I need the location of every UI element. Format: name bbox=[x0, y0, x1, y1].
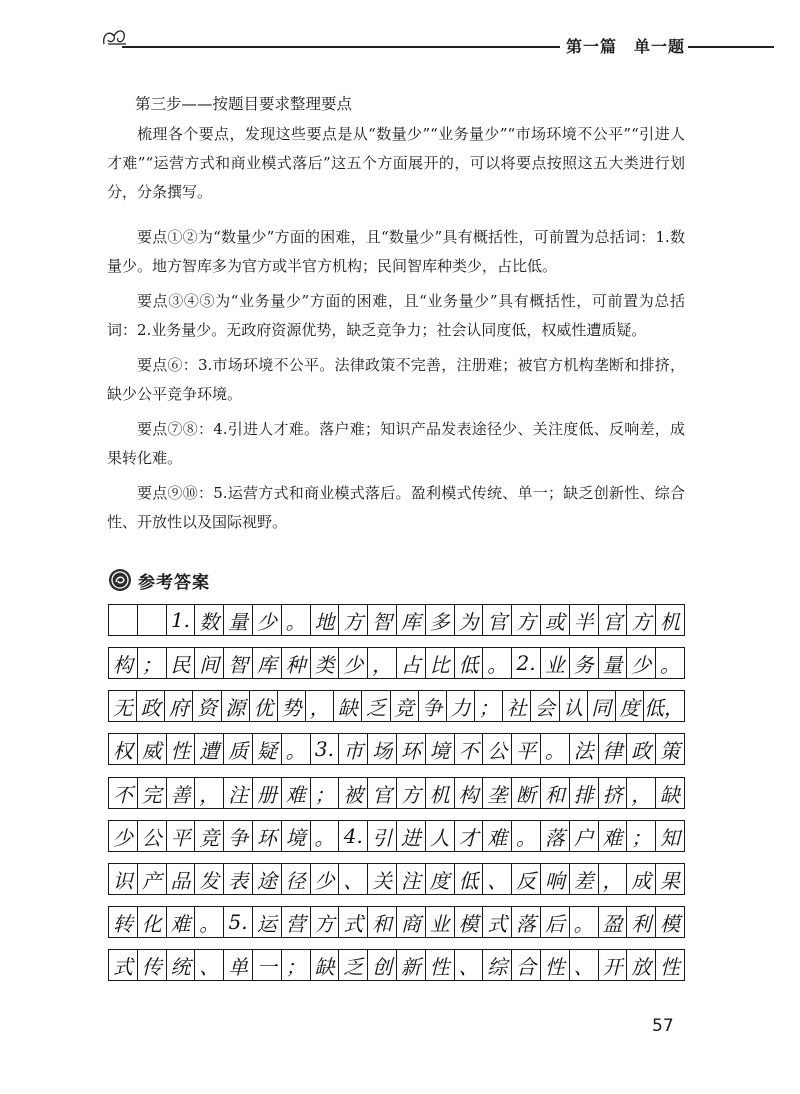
grid-cell: 缺 bbox=[660, 782, 681, 807]
grid-cell: 人 bbox=[426, 821, 455, 851]
grid-cell: 法 bbox=[570, 734, 599, 764]
grid-cell: 方 bbox=[512, 605, 541, 635]
paragraph-3: 要点③④⑤为“业务量少”方面的困难，且“业务量少”具有概括性，可前置为总括词：2.业务量少。无政府资源优势，缺乏竞争力；社会认同度低，权威性遭质疑。 bbox=[107, 292, 685, 339]
grid-cell: 不 bbox=[109, 778, 138, 808]
grid-cell: ； bbox=[138, 648, 167, 678]
grid-cell: 进 bbox=[397, 821, 426, 851]
grid-cell: 无 bbox=[109, 691, 137, 721]
grid-cell: 少 bbox=[253, 605, 282, 635]
grid-cell: 威 bbox=[138, 734, 167, 764]
grid-cell: 少 bbox=[311, 864, 340, 894]
grid-cell bbox=[109, 605, 138, 635]
grid-cell: 差 bbox=[570, 864, 599, 894]
grid-cell: 律 bbox=[599, 734, 628, 764]
grid-cell: 册 bbox=[253, 778, 282, 808]
grid-cell: 性 bbox=[167, 734, 196, 764]
grid-cell: 果 bbox=[660, 868, 681, 893]
grid-cell: 会 bbox=[531, 691, 559, 721]
answer-badge-icon bbox=[108, 568, 132, 592]
grid-cell: 盈 bbox=[599, 907, 628, 937]
grid-cell: 疑 bbox=[253, 734, 282, 764]
grid-row bbox=[108, 604, 685, 636]
grid-cell: 引 bbox=[368, 821, 397, 851]
grid-cell: 官 bbox=[483, 605, 512, 635]
grid-cell: 环 bbox=[397, 734, 426, 764]
grid-cell: 产 bbox=[138, 864, 167, 894]
paragraph-4: 要点⑥：3.市场环境不公平。法律政策不完善，注册难；被官方机构垄断和排挤，缺少公平竞争环境。 bbox=[107, 356, 685, 403]
grid-cell: 间 bbox=[195, 648, 224, 678]
grid-cell: 2. bbox=[512, 648, 541, 678]
grid-cell: 创 bbox=[368, 950, 397, 980]
grid-cell: 成 bbox=[627, 864, 656, 894]
grid-cell: 半 bbox=[570, 605, 599, 635]
grid-cell: ， bbox=[306, 691, 334, 721]
grid-cell: 开 bbox=[599, 950, 628, 980]
grid-cell: 性 bbox=[541, 950, 570, 980]
grid-cell: 社 bbox=[503, 691, 531, 721]
grid-cell: 库 bbox=[253, 648, 282, 678]
grid-cell: 。 bbox=[512, 821, 541, 851]
grid-cell: 、 bbox=[570, 950, 599, 980]
grid-row bbox=[108, 949, 685, 981]
grid-cell: ； bbox=[627, 821, 656, 851]
grid-cell: 缺 bbox=[334, 691, 362, 721]
grid-cell: 种 bbox=[282, 648, 311, 678]
grid-row bbox=[108, 820, 685, 852]
grid-cell: 势 bbox=[278, 691, 306, 721]
grid-cell: 官 bbox=[368, 778, 397, 808]
grid-cell: ， bbox=[599, 864, 628, 894]
grid-cell: ， bbox=[368, 648, 397, 678]
grid-cell: 、 bbox=[339, 864, 368, 894]
grid-cell: 善 bbox=[167, 778, 196, 808]
grid-cell: 运 bbox=[253, 907, 282, 937]
grid-cell: 性 bbox=[660, 954, 681, 979]
grid-cell: 户 bbox=[570, 821, 599, 851]
paragraph-6: 要点⑨⑩：5.运营方式和商业模式落后。盈利模式传统、单一；缺乏创新性、综合性、开放性以及国际视野。 bbox=[107, 484, 685, 531]
header-rule-right bbox=[688, 46, 774, 48]
grid-cell: 政 bbox=[137, 691, 165, 721]
grid-cell: 难 bbox=[282, 778, 311, 808]
grid-cell: 类 bbox=[311, 648, 340, 678]
grid-cell: 竞 bbox=[195, 821, 224, 851]
grid-cell: 境 bbox=[282, 821, 311, 851]
grid-cell: 新 bbox=[397, 950, 426, 980]
grid-cell: 乏 bbox=[362, 691, 390, 721]
grid-cell: 利 bbox=[627, 907, 656, 937]
grid-cell: 合 bbox=[512, 950, 541, 980]
grid-row bbox=[108, 863, 685, 895]
grid-cell: 少 bbox=[339, 648, 368, 678]
grid-cell: 比 bbox=[426, 648, 455, 678]
grid-cell: 业 bbox=[426, 907, 455, 937]
grid-cell: 府 bbox=[165, 691, 193, 721]
grid-cell: 构 bbox=[109, 648, 138, 678]
grid-row bbox=[108, 647, 685, 679]
grid-cell: 综 bbox=[483, 950, 512, 980]
grid-cell: 放 bbox=[627, 950, 656, 980]
grid-cell: 垄 bbox=[483, 778, 512, 808]
grid-cell: 争 bbox=[224, 821, 253, 851]
grid-cell: 化 bbox=[138, 907, 167, 937]
grid-cell: 、 bbox=[195, 950, 224, 980]
grid-cell: 传 bbox=[138, 950, 167, 980]
chapter-title: 第一篇 单一题 bbox=[566, 37, 686, 56]
grid-cell: 难 bbox=[599, 821, 628, 851]
grid-cell: 方 bbox=[397, 778, 426, 808]
grid-cell: 4. bbox=[339, 821, 368, 851]
grid-cell: 。 bbox=[282, 605, 311, 635]
grid-row bbox=[108, 733, 685, 765]
grid-cell: 方 bbox=[311, 907, 340, 937]
grid-cell: 注 bbox=[397, 864, 426, 894]
grid-cell: 识 bbox=[109, 864, 138, 894]
grid-cell: 量 bbox=[599, 648, 628, 678]
grid-cell: 反 bbox=[512, 864, 541, 894]
grid-cell: 低 bbox=[455, 864, 484, 894]
grid-cell: 场 bbox=[368, 734, 397, 764]
grid-cell: 库 bbox=[397, 605, 426, 635]
grid-cell: 才 bbox=[455, 821, 484, 851]
grid-row bbox=[108, 777, 685, 809]
grid-cell: 环 bbox=[253, 821, 282, 851]
grid-cell: 构 bbox=[455, 778, 484, 808]
grid-cell: 度 bbox=[616, 691, 644, 721]
grid-cell: 智 bbox=[224, 648, 253, 678]
grid-cell: 单 bbox=[224, 950, 253, 980]
grid-cell: 模 bbox=[455, 907, 484, 937]
grid-cell: ， bbox=[195, 778, 224, 808]
grid-cell: 落 bbox=[512, 907, 541, 937]
grid-cell: 和 bbox=[368, 907, 397, 937]
grid-cell: 。 bbox=[541, 734, 570, 764]
grid-cell: 公 bbox=[483, 734, 512, 764]
grid-row bbox=[108, 690, 685, 722]
grid-cell: 多 bbox=[426, 605, 455, 635]
grid-cell: 。 bbox=[483, 648, 512, 678]
grid-cell: 官 bbox=[599, 605, 628, 635]
grid-cell: 被 bbox=[339, 778, 368, 808]
grid-cell: 少 bbox=[109, 821, 138, 851]
grid-cell: 量 bbox=[224, 605, 253, 635]
grid-cell: 转 bbox=[109, 907, 138, 937]
grid-cell: 完 bbox=[138, 778, 167, 808]
grid-cell: 1. bbox=[167, 605, 196, 635]
grid-cell: 占 bbox=[397, 648, 426, 678]
grid-cell: 或 bbox=[541, 605, 570, 635]
grid-cell: 性 bbox=[426, 950, 455, 980]
grid-cell: 品 bbox=[167, 864, 196, 894]
grid-cell: 度 bbox=[426, 864, 455, 894]
grid-cell: 机 bbox=[426, 778, 455, 808]
grid-cell: 务 bbox=[570, 648, 599, 678]
paragraph-2: 要点①②为“数量少”方面的困难，且“数量少”具有概括性，可前置为总括词：1.数量少。地方智库多为官方或半官方机构；民间智库种类少，占比低。 bbox=[107, 228, 685, 275]
grid-cell: 平 bbox=[167, 821, 196, 851]
grid-cell: 政 bbox=[627, 734, 656, 764]
grid-cell: 低 bbox=[455, 648, 484, 678]
grid-row bbox=[108, 906, 685, 938]
grid-cell: 地 bbox=[311, 605, 340, 635]
grid-cell: 。 bbox=[195, 907, 224, 937]
grid-cell: 数 bbox=[195, 605, 224, 635]
grid-cell: 和 bbox=[541, 778, 570, 808]
grid-cell: 、 bbox=[483, 864, 512, 894]
grid-cell: 源 bbox=[222, 691, 250, 721]
grid-cell: 商 bbox=[397, 907, 426, 937]
grid-cell: 方 bbox=[627, 605, 656, 635]
grid-cell: 。 bbox=[660, 652, 681, 677]
grid-cell: ； bbox=[282, 950, 311, 980]
grid-cell: 境 bbox=[426, 734, 455, 764]
grid-cell: 平 bbox=[512, 734, 541, 764]
grid-cell: 一 bbox=[253, 950, 282, 980]
page-number: 57 bbox=[652, 1016, 674, 1036]
grid-cell: 发 bbox=[195, 864, 224, 894]
grid-cell: 力 bbox=[447, 691, 475, 721]
grid-cell: 质 bbox=[224, 734, 253, 764]
grid-cell: 统 bbox=[167, 950, 196, 980]
grid-cell: 排 bbox=[570, 778, 599, 808]
grid-cell: 式 bbox=[109, 950, 138, 980]
grid-cell: 式 bbox=[483, 907, 512, 937]
grid-cell: ， bbox=[627, 778, 656, 808]
grid-cell: 难 bbox=[483, 821, 512, 851]
grid-cell: 为 bbox=[455, 605, 484, 635]
grid-cell: 认 bbox=[560, 691, 588, 721]
grid-cell: 后 bbox=[541, 907, 570, 937]
grid-cell: 注 bbox=[224, 778, 253, 808]
paragraph-1: 梳理各个要点，发现这些要点是从“数量少”“业务量少”“市场环境不公平”“引进人才难”“运营方式和商业模式落后”这五个方面展开的，可以将要点按照这五大类进行划分，分条撰写。 bbox=[107, 125, 685, 201]
paragraph-5: 要点⑦⑧：4.引进人才难。落户难；知识产品发表途径少、关注度低、反响差，成果转化难。 bbox=[107, 420, 685, 467]
grid-cell: 途 bbox=[253, 864, 282, 894]
grid-cell: 断 bbox=[512, 778, 541, 808]
grid-cell: 响 bbox=[541, 864, 570, 894]
grid-cell: 。 bbox=[311, 821, 340, 851]
grid-cell: 径 bbox=[282, 864, 311, 894]
grid-cell: 遭 bbox=[195, 734, 224, 764]
grid-cell: 知 bbox=[660, 825, 681, 850]
grid-cell: 智 bbox=[368, 605, 397, 635]
grid-cell: 缺 bbox=[311, 950, 340, 980]
grid-cell: 争 bbox=[419, 691, 447, 721]
grid-cell: 不 bbox=[455, 734, 484, 764]
grid-cell: 难 bbox=[167, 907, 196, 937]
grid-cell: 策 bbox=[660, 738, 681, 763]
grid-cell: 。 bbox=[570, 907, 599, 937]
grid-cell: 关 bbox=[368, 864, 397, 894]
grid-cell: 3. bbox=[311, 734, 340, 764]
grid-cell: 营 bbox=[282, 907, 311, 937]
grid-cell: 模 bbox=[660, 911, 681, 936]
answer-heading-label: 参考答案 bbox=[138, 572, 210, 593]
grid-cell: 公 bbox=[138, 821, 167, 851]
grid-cell: 乏 bbox=[339, 950, 368, 980]
step-heading: 第三步——按题目要求整理要点 bbox=[135, 95, 353, 113]
grid-cell: 少 bbox=[627, 648, 656, 678]
grid-cell: 方 bbox=[339, 605, 368, 635]
grid-cell: ； bbox=[311, 778, 340, 808]
grid-cell: 权 bbox=[109, 734, 138, 764]
grid-cell: 式 bbox=[339, 907, 368, 937]
grid-cell: 、 bbox=[455, 950, 484, 980]
grid-cell: 落 bbox=[541, 821, 570, 851]
header-rule-left bbox=[122, 46, 560, 48]
grid-cell: 同 bbox=[588, 691, 616, 721]
grid-cell: 挤 bbox=[599, 778, 628, 808]
grid-cell: 。 bbox=[282, 734, 311, 764]
grid-cell: 表 bbox=[224, 864, 253, 894]
grid-cell: 5. bbox=[224, 907, 253, 937]
grid-cell: 机 bbox=[660, 609, 681, 634]
grid-cell: 优 bbox=[250, 691, 278, 721]
grid-cell: 竞 bbox=[391, 691, 419, 721]
answer-heading bbox=[108, 566, 210, 594]
grid-cell bbox=[138, 605, 167, 635]
grid-cell: 资 bbox=[193, 691, 221, 721]
grid-cell: 市 bbox=[339, 734, 368, 764]
grid-cell: ； bbox=[475, 691, 503, 721]
grid-cell: 低， bbox=[643, 695, 684, 720]
grid-cell: 民 bbox=[167, 648, 196, 678]
grid-cell: 业 bbox=[541, 648, 570, 678]
